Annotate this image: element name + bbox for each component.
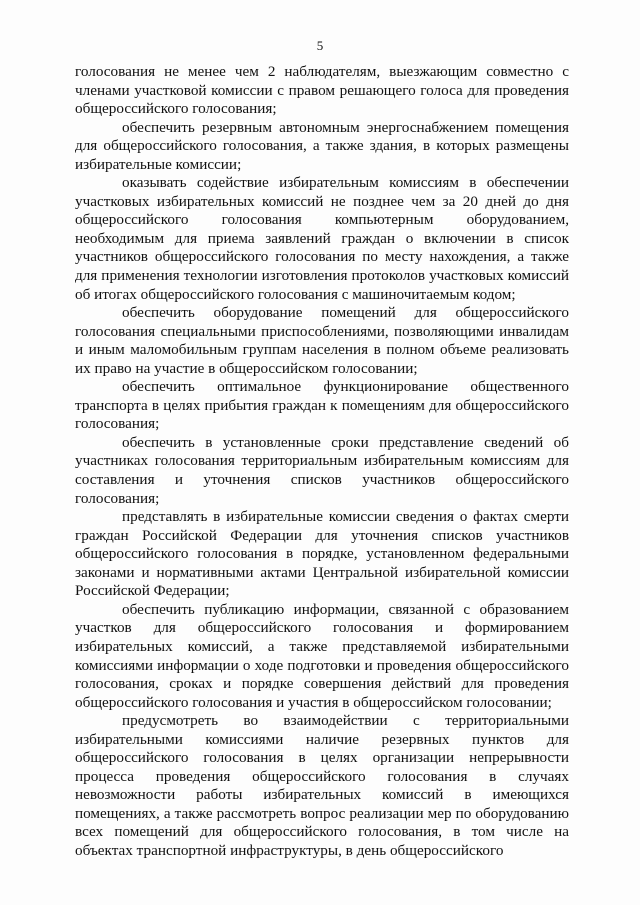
paragraph: обеспечить в установленные сроки представление сведений об участниках голосования территориальным избирательным комиссиям для составления и уточнения списков участников общероссийского голосования; xyxy=(75,433,569,507)
paragraph: предусмотреть во взаимодействии с территориальными избирательными комиссиями наличие резервных пунктов для общероссийского голосования в целях организации непрерывности процесса проведения общероссийского голосования в случаях невозможности работы избирательных комиссий в имеющихся помещениях, а также рассмотреть вопрос реализации мер по оборудованию всех помещений для общероссийского голосования, в том числе на объектах транспортной инфраструктуры, в день общероссийского xyxy=(75,712,569,859)
paragraph-continuation: голосования не менее чем 2 наблюдателям, выезжающим совместно с членами участковой комиссии с правом решающего голоса для проведения общероссийского голосования; xyxy=(75,63,569,118)
paragraph: обеспечить резервным автономным энергоснабжением помещения для общероссийского голосования, а также здания, в которых размещены избирательные комиссии; xyxy=(75,118,569,173)
paragraph: представлять в избирательные комиссии сведения о фактах смерти граждан Российской Федерации для уточнения списков участников общероссийского голосования в порядке, установленном федеральными законами и нормативными актами Центральной избирательной комиссии Российской Федерации; xyxy=(75,508,569,600)
paragraph: обеспечить оптимальное функционирование общественного транспорта в целях прибытия граждан к помещениям для общероссийского голосования; xyxy=(75,378,569,433)
paragraph: обеспечить публикацию информации, связанной с образованием участков для общероссийского голосования и формированием избирательных комиссий, а также представляемой избирательными комиссиями информации о ходе подготовки и проведения общероссийского голосования, сроках и порядке совершения действий для проведения общероссийского голосования и участия в общероссийском голосовании; xyxy=(75,600,569,711)
page-number: 5 xyxy=(316,38,324,53)
document-body xyxy=(75,63,569,861)
paragraph: обеспечить оборудование помещений для общероссийского голосования специальными приспособлениями, позволяющими инвалидам и иным маломобильным группам населения в полном объеме реализовать их право на участие в общероссийском голосовании; xyxy=(75,304,569,377)
paragraph: оказывать содействие избирательным комиссиям в обеспечении участковых избирательных комиссий не позднее чем за 20 дней до дня общероссийского голосования компьютерным оборудованием, необходимым для приема заявлений граждан о включении в список участников общероссийского голосования по месту нахождения, а также для применения технологии изготовления протоколов участковых комиссий об итогах общероссийского голосования с машиночитаемым кодом; xyxy=(75,174,569,303)
